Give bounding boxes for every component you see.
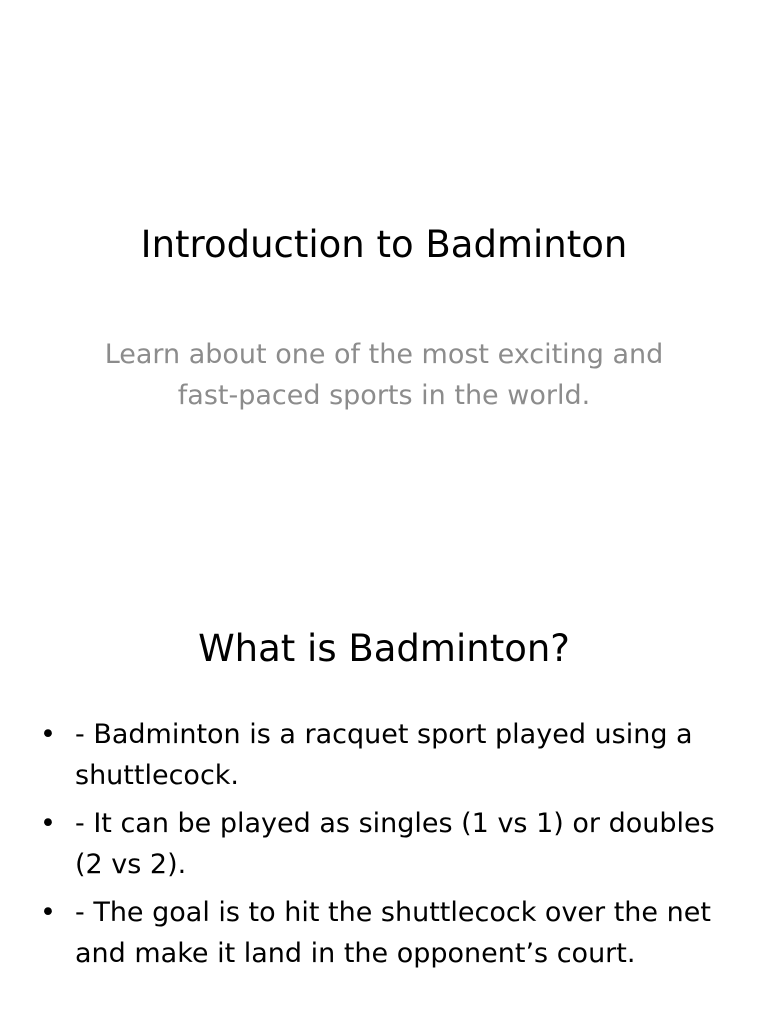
bullet-text: - The goal is to hit the shuttlecock over the net and make it land in the opponent’s court. [75,897,711,969]
bullet-dot-icon: • [40,719,56,750]
bullet-dot-icon: • [40,808,56,839]
bullet-text: - It can be played as singles (1 vs 1) or doubles (2 vs 2). [75,808,715,880]
slide-heading: What is Badminton? [198,627,570,670]
bullet-dot-icon: • [40,897,56,928]
slide-subtitle: Learn about one of the most exciting and fast-paced sports in the world. [104,339,664,411]
bullet-text: - Badminton is a racquet sport played using a shuttlecock. [75,719,693,791]
bullet-item [40,892,740,974]
slide-title: Introduction to Badminton [140,223,628,266]
bullet-item [40,803,740,885]
content-slide [0,576,768,1024]
bullet-item [40,714,740,796]
bullet-list [40,714,740,981]
